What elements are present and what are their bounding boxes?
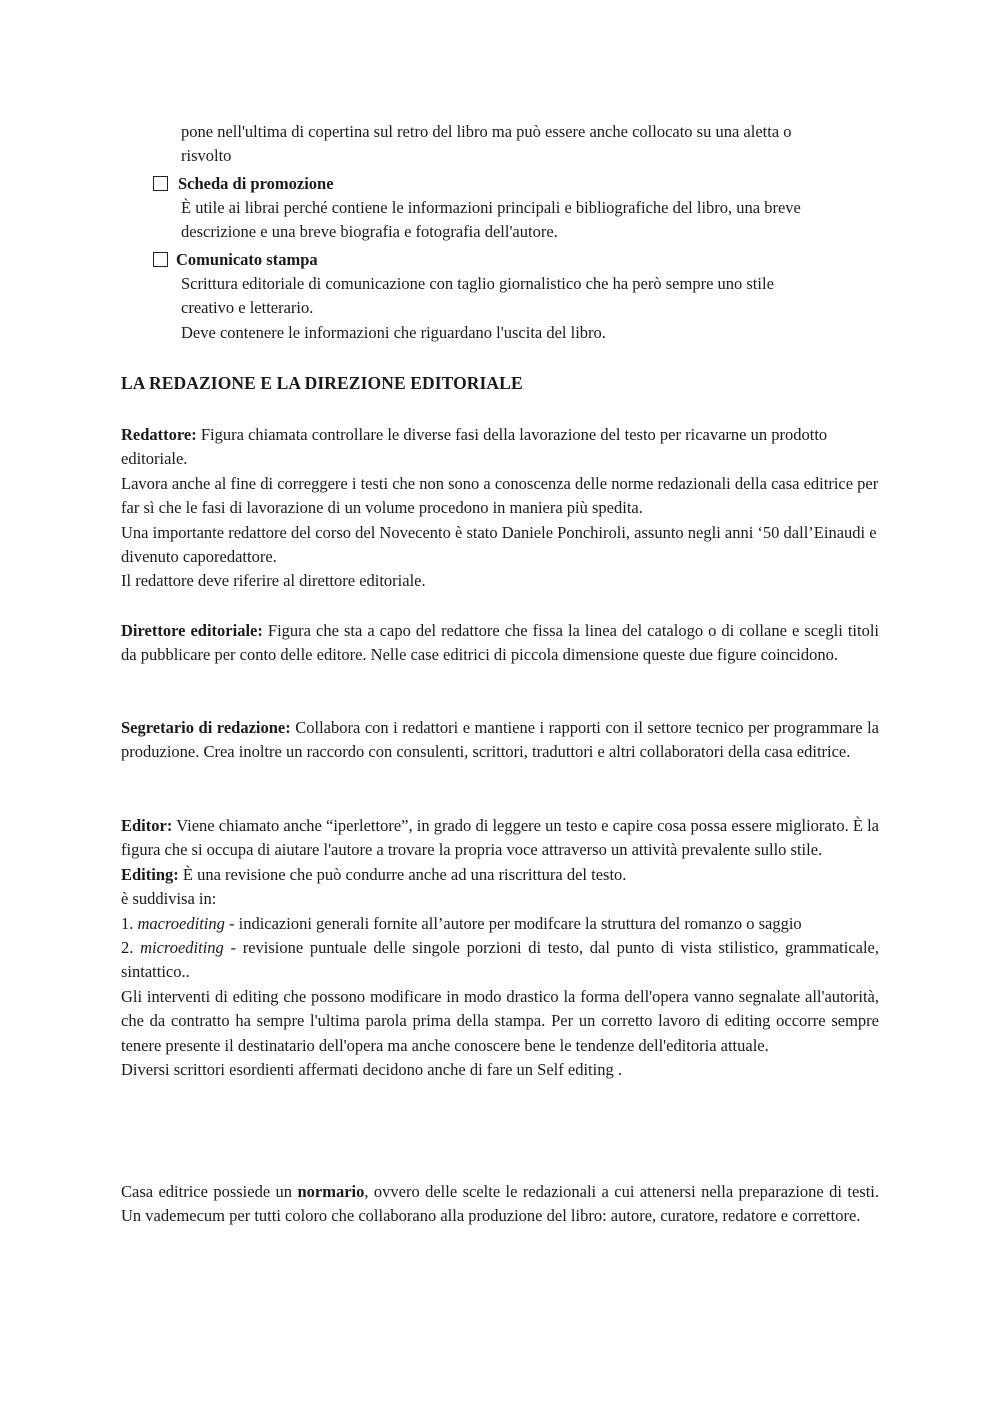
segretario-paragraph <box>121 716 879 765</box>
list-number: 2. <box>121 938 141 958</box>
paragraph-text: Lavora anche al fine di correggere i testi che non sono a conoscenza delle norme redazionali della casa editrice per far sì che le fasi di lavorazione di un volume procedono in maniera più spedita. <box>121 473 879 518</box>
paragraph-text: È una revisione che può condurre anche ad una riscrittura del testo. <box>178 864 627 884</box>
paragraph-text: Gli interventi di editing che possono modificare in modo drastico la forma dell'opera vanno segnalate all'autorità, che da contratto ha sempre l'ultima parola prima della stampa. Per un corretto lavoro di editing occorre sempre tenere presente il destinatario dell'opera ma anche conoscere bene le tendenze dell'editoria attuale. <box>121 986 879 1055</box>
term-label: normario <box>297 1182 365 1201</box>
checklist-description <box>181 272 881 345</box>
term-label: Segretario di redazione: <box>121 718 291 737</box>
description-line: Scrittura editoriale di comunicazione con taglio giornalistico che ha però sempre uno stile <box>181 274 774 293</box>
section-heading: LA REDAZIONE E LA DIREZIONE EDITORIALE <box>121 373 523 393</box>
paragraph-text: Viene chiamato anche “iperlettore”, in grado di leggere un testo e capire cosa possa essere migliorato. È la figura che si occupa di aiutare l'autore a trovare la propria voce attraverso un attività prevalente sullo stile. <box>121 816 879 860</box>
checklist-title: Scheda di promozione <box>178 174 334 193</box>
description-line: Deve contenere le informazioni che riguardano l'uscita del libro. <box>181 322 606 342</box>
intro-line: pone nell'ultima di copertina sul retro del libro ma può essere anche collocato su una aletta o <box>181 122 792 141</box>
list-term: microediting <box>140 938 224 958</box>
paragraph-text: Una importante redattore del corso del Novecento è stato Daniele Ponchiroli, assunto negli anni ‘50 dall’Einaudi e divenuto caporedattore. <box>121 522 877 567</box>
term-label: Editing: <box>121 864 179 884</box>
editor-paragraph <box>121 814 879 1082</box>
paragraph-text: Figura che sta a capo del redattore che fissa la linea del catalogo o di collane e scegli titoli da pubblicare per conto delle editore. Nelle case editrici di piccola dimensione queste due figure coincidono. <box>121 621 879 665</box>
checklist-title: Comunicato stampa <box>176 250 318 269</box>
direttore-paragraph <box>121 619 879 668</box>
description-line: descrizione e una breve biografia e fotografia dell'autore. <box>181 222 558 242</box>
intro-line: risvolto <box>181 146 232 166</box>
normario-paragraph <box>121 1180 879 1229</box>
checklist-item-comunicato <box>153 248 318 272</box>
list-number: 1. <box>121 913 138 933</box>
list-term: macroediting <box>137 913 225 933</box>
paragraph-text: è suddivisa in: <box>121 889 217 909</box>
paragraph-text: Figura chiamata controllare le diverse fasi della lavorazione del testo per ricavarne un prodotto editoriale. <box>121 425 828 469</box>
paragraph-text: Collabora con i redattori e mantiene i rapporti con il settore tecnico per programmare la produzione. Crea inoltre un raccordo con consulenti, scrittori, traduttori e altri collaboratori della casa editrice. <box>121 718 879 762</box>
checkbox-icon <box>153 252 168 267</box>
paragraph-text: Diversi scrittori esordienti affermati decidono anche di fare un Self editing . <box>121 1060 622 1080</box>
checklist-description <box>181 196 881 245</box>
description-line: È utile ai librai perché contiene le informazioni principali e bibliografiche del libro, una breve <box>181 198 801 217</box>
term-label: Redattore: <box>121 425 197 444</box>
paragraph-text: , ovvero delle scelte le redazionali a cui attenersi nella preparazione di testi. Un vademecum per tutti coloro che collaborano alla produzione del libro: autore, curatore, redatore e correttore. <box>121 1182 879 1226</box>
list-text: - revisione puntuale delle singole porzioni di testo, dal punto di vista stilistico, grammaticale, sintattico.. <box>121 938 880 982</box>
redattore-paragraph <box>121 423 879 594</box>
paragraph-text: Il redattore deve riferire al direttore editoriale. <box>121 571 426 591</box>
paragraph-text: Casa editrice possiede un <box>121 1182 298 1201</box>
checklist-item-scheda <box>153 172 334 196</box>
intro-paragraph <box>181 120 881 169</box>
checkbox-icon <box>153 176 168 191</box>
term-label: Direttore editoriale: <box>121 621 263 640</box>
list-text: - indicazioni generali fornite all’autore per modifcare la struttura del romanzo o saggio <box>224 913 802 933</box>
term-label: Editor: <box>121 816 173 835</box>
description-line: creativo e letterario. <box>181 298 314 318</box>
